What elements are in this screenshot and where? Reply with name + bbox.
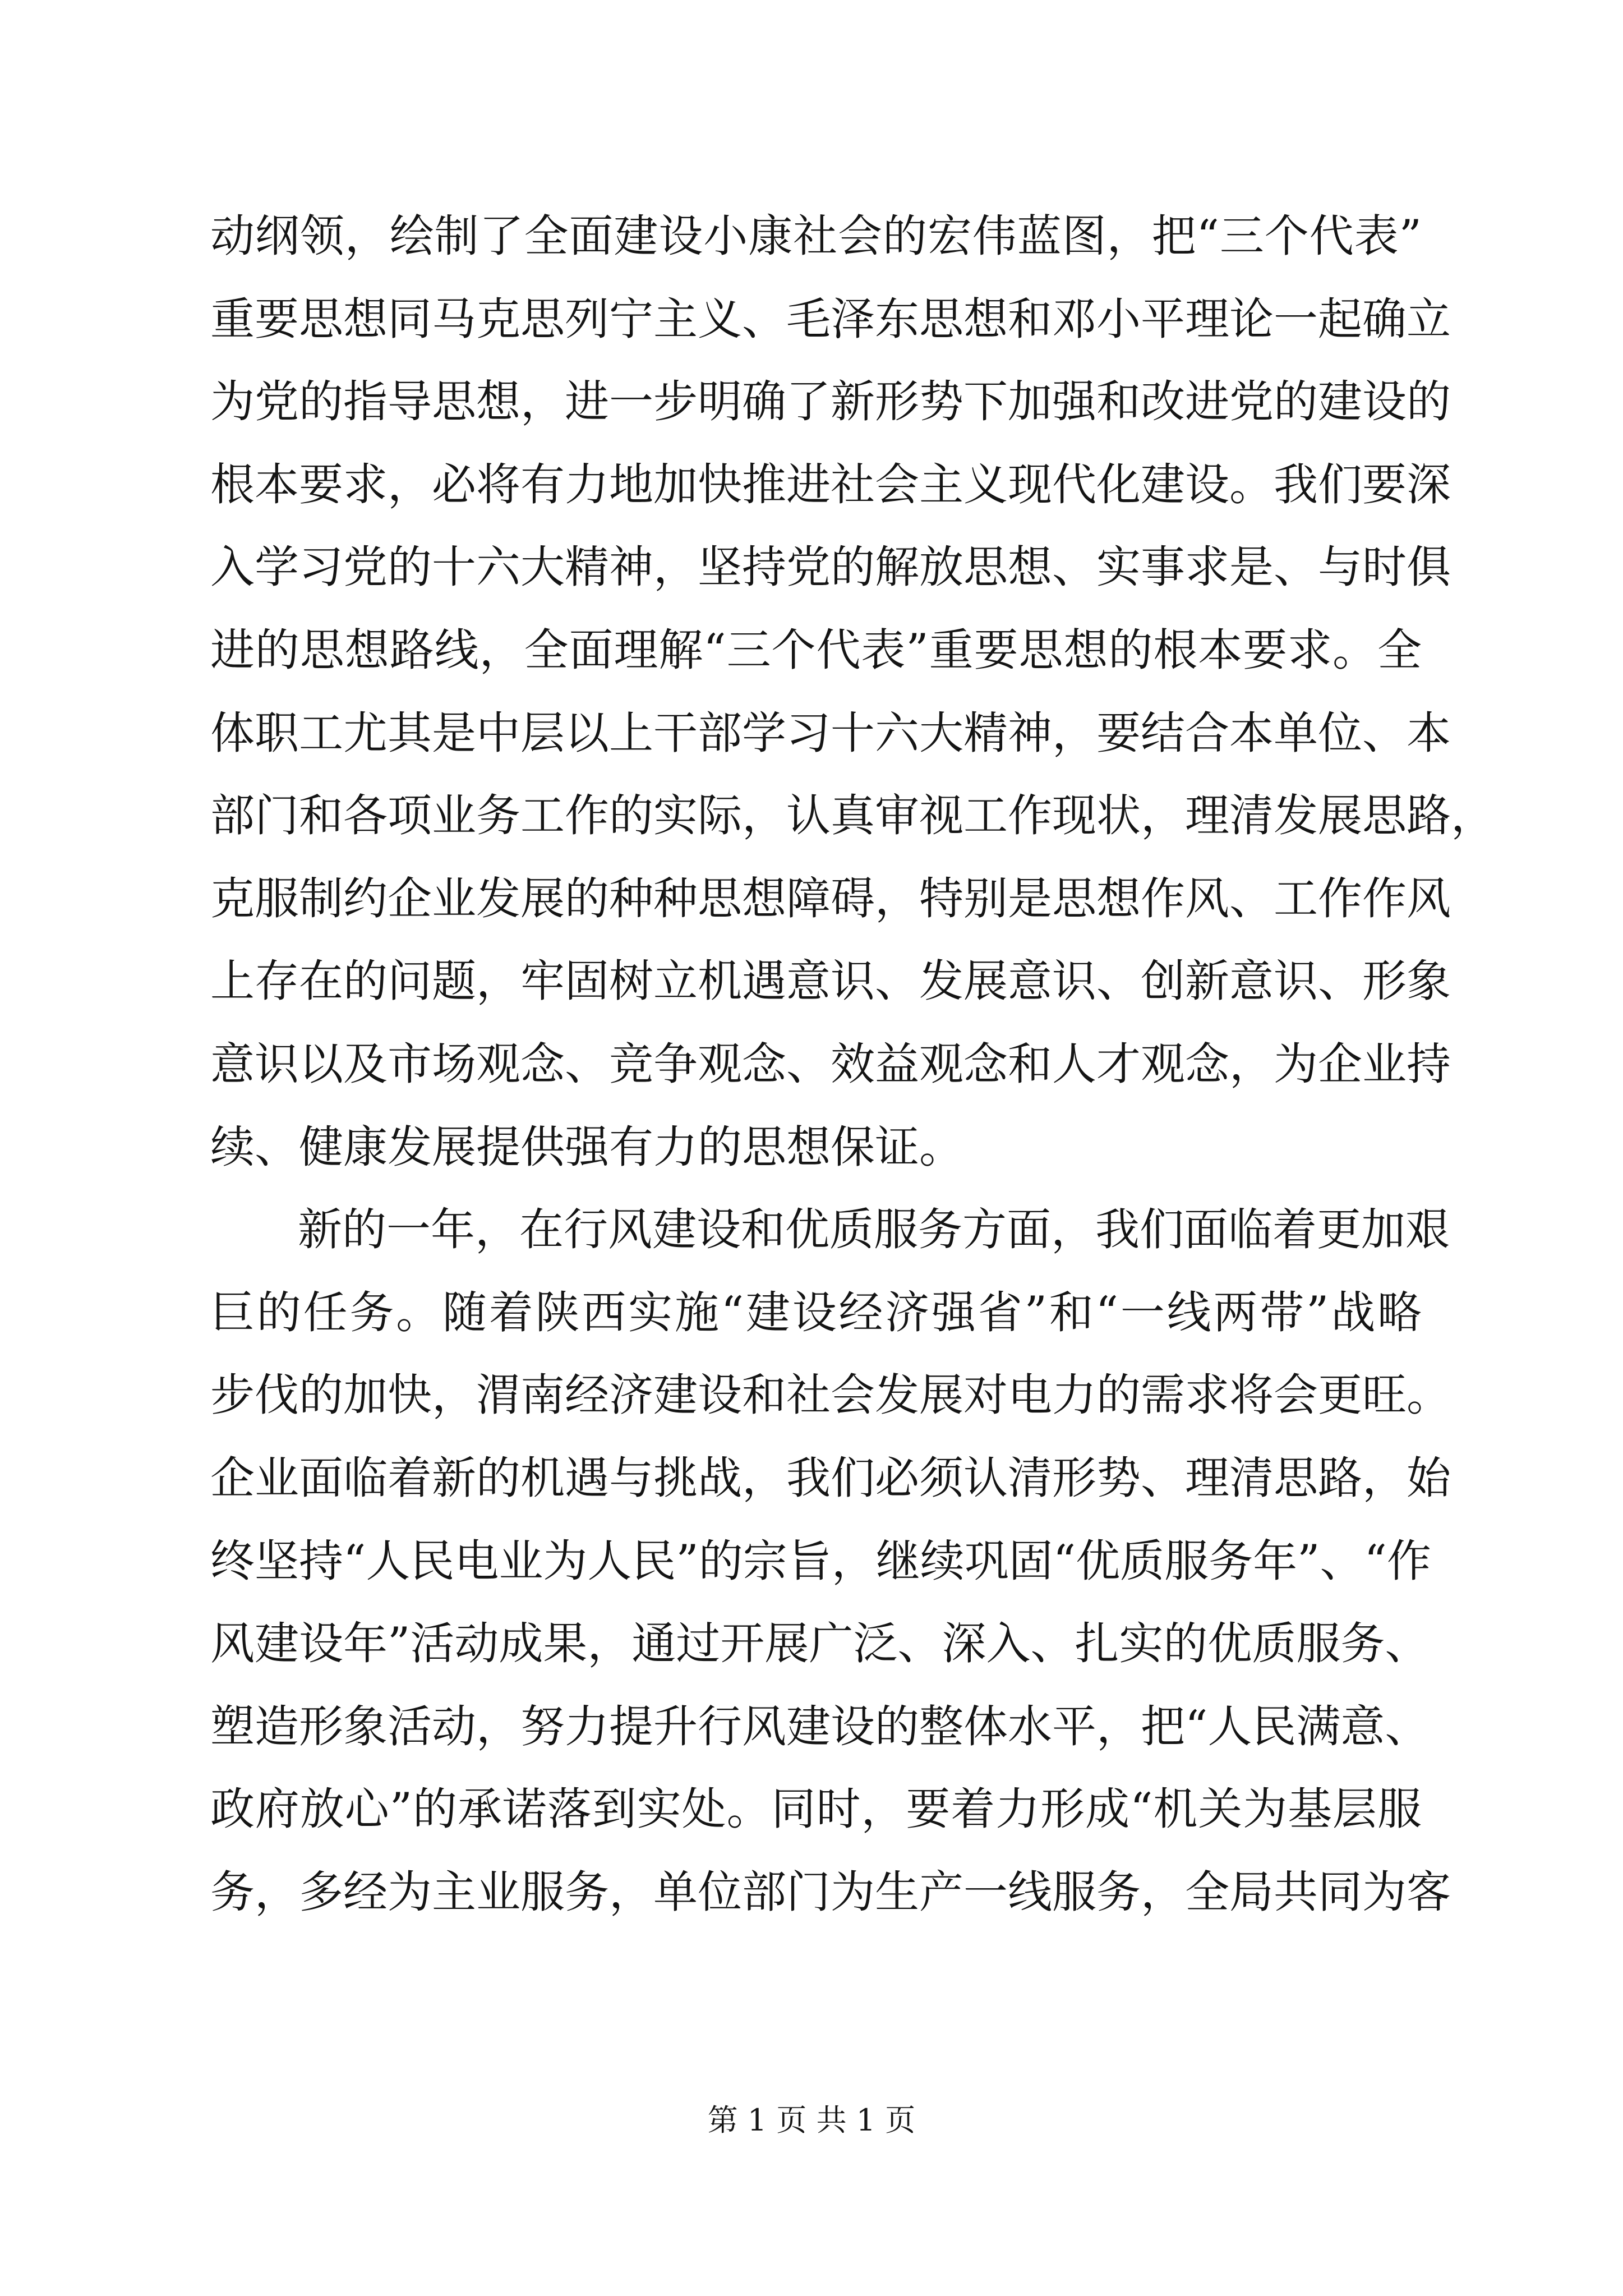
text-line: 部门和各项业务工作的实际，认真审视工作现状，理清发展思路， <box>210 790 1495 842</box>
text-line: 企业面临着新的机遇与挑战，我们必须认清形势、理清思路，始 <box>210 1452 1451 1504</box>
text-line: 风建设年”活动成果，通过开展广泛、深入、扎实的优质服务、 <box>210 1618 1430 1670</box>
page-number: 第 1 页 共 1 页 <box>707 2102 916 2138</box>
paragraph-end-line: 续、健康发展提供强有力的思想保证。 <box>210 1121 963 1173</box>
text-line: 体职工尤其是中层以上干部学习十六大精神，要结合本单位、本 <box>210 707 1451 759</box>
page-footer <box>0 2101 1623 2140</box>
text-line: 动纲领，绘制了全面建设小康社会的宏伟蓝图，把“三个代表” <box>210 210 1422 262</box>
text-line: 务，多经为主业服务，单位部门为生产一线服务，全局共同为客 <box>210 1866 1451 1918</box>
text-line: 为党的指导思想，进一步明确了新形势下加强和改进党的建设的 <box>210 376 1451 428</box>
text-line: 克服制约企业发展的种种思想障碍，特别是思想作风、工作作风 <box>210 872 1451 924</box>
text-line: 步伐的加快，渭南经济建设和社会发展对电力的需求将会更旺。 <box>210 1369 1451 1421</box>
text-line: 入学习党的十六大精神，坚持党的解放思想、实事求是、与时俱 <box>210 541 1451 593</box>
text-line: 巨的任务。随着陕西实施“建设经济强省”和“一线两带”战略 <box>210 1286 1422 1338</box>
text-line: 终坚持“人民电业为人民”的宗旨，继续巩固“优质服务年”、“作 <box>210 1535 1431 1587</box>
text-line: 上存在的问题，牢固树立机遇意识、发展意识、创新意识、形象 <box>210 955 1451 1007</box>
text-line: 进的思想路线，全面理解“三个代表”重要思想的根本要求。全 <box>210 624 1422 676</box>
text-line: 塑造形象活动，努力提升行风建设的整体水平，把“人民满意、 <box>210 1700 1430 1752</box>
text-line: 重要思想同马克思列宁主义、毛泽东思想和邓小平理论一起确立 <box>210 293 1451 345</box>
paragraph-start-line: 新的一年，在行风建设和优质服务方面，我们面临着更加艰 <box>298 1204 1450 1256</box>
text-line: 根本要求，必将有力地加快推进社会主义现代化建设。我们要深 <box>210 458 1451 510</box>
text-line: 政府放心”的承诺落到实处。同时，要着力形成“机关为基层服 <box>210 1783 1422 1835</box>
text-line: 意识以及市场观念、竞争观念、效益观念和人才观念，为企业持 <box>210 1038 1451 1090</box>
body-text <box>210 195 1495 1934</box>
